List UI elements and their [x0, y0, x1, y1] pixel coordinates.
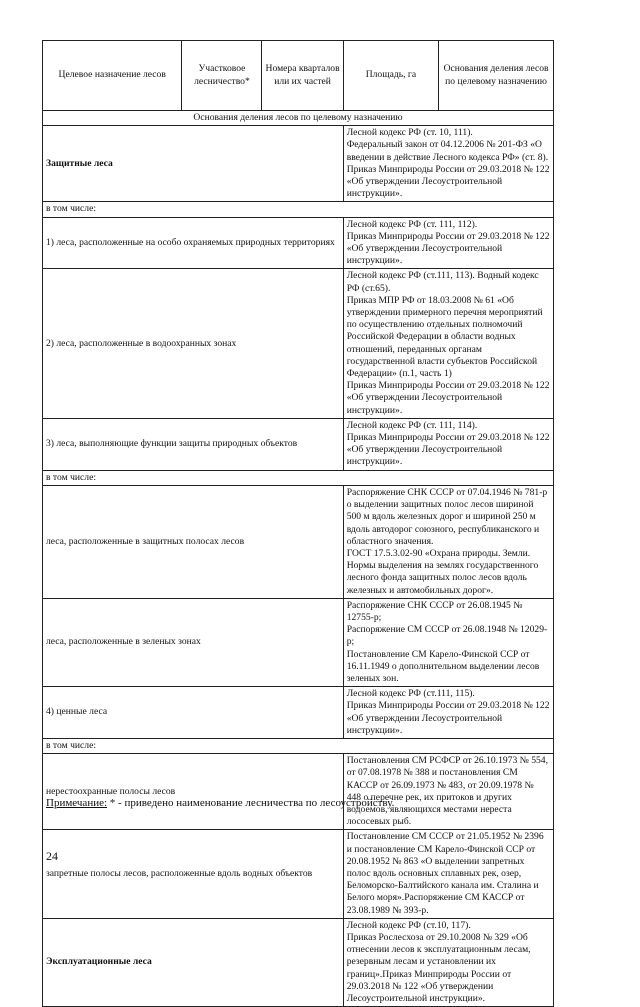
subheading-row	[43, 202, 554, 217]
table-row	[43, 126, 554, 202]
subheading-row	[43, 470, 554, 485]
table-row	[43, 754, 554, 830]
basis-cell: Лесной кодекс РФ (ст.111, 113). Водный кодекс РФ (ст.65). Приказ МПР РФ от 18.03.2008 № 61 «Об утверждении примерного перечня мероприятий по осуществлению отдельных полномочий Российской Федерации в области водных отношений, переданных органам государственной власти субъектов Российской Федерации» (п.1, часть 1) Приказ Минприроды России от 29.03.2018 № 122 «Об утверждении Лесоустроительной инструкции».	[343, 269, 553, 418]
header-basis: Основания деления лесов по целевому назначению	[439, 41, 554, 111]
purpose-cell: 4) ценные леса	[43, 687, 344, 739]
table-row	[43, 918, 554, 1006]
subheading-cell: в том числе:	[43, 470, 554, 485]
subheading-cell: в том числе:	[43, 738, 554, 753]
basis-cell: Лесной кодекс РФ (ст. 111, 112). Приказ Минприроды России от 29.03.2018 № 122 «Об утверждении Лесоустроительной инструкции».	[343, 217, 553, 269]
purpose-cell: леса, расположенные в зеленых зонах	[43, 598, 344, 686]
basis-cell: Распоряжение СНК СССР от 07.04.1946 № 781-р о выделении защитных полос лесов шириной 500 м вдоль железных дорог и шириной 250 м вдоль автодорог союзного, республиканского и областного значения. ГОСТ 17.5.3.02-90 «Охрана природы. Земли. Нормы выделения на землях государственного лесного фонда защитных полос лесов вдоль железных и автомобильных дорог».	[343, 485, 553, 598]
purpose-cell: 1) леса, расположенные на особо охраняемых природных территориях	[43, 217, 344, 269]
purpose-cell: 2) леса, расположенные в водоохранных зонах	[43, 269, 344, 418]
table-row	[43, 598, 554, 686]
note-text: * - приведено наименование лесничества по лесоустройству.	[107, 797, 395, 809]
purpose-cell: 3) леса, выполняющие функции защиты природных объектов	[43, 418, 344, 470]
basis-cell: Лесной кодекс РФ (ст.10, 117). Приказ Рослесхоза от 29.10.2008 № 329 «Об отнесении лесов к эксплуатационным лесам, резервным лесам и установлении их границ».Приказ Минприроды России от 29.03.2018 № 122 «Об утверждении Лесоустроительной инструкции».	[343, 918, 553, 1006]
table-row	[43, 687, 554, 739]
purpose-cell: леса, расположенные в защитных полосах лесов	[43, 485, 344, 598]
header-purpose: Целевое назначение лесов	[43, 41, 182, 111]
section-title: Основания деления лесов по целевому назначению	[43, 111, 554, 126]
basis-cell: Постановление СМ СССР от 21.05.1952 № 2396 и постановление СМ Карело-Финской ССР от 20.08.1952 № 863 «О выделении запретных полос вдоль основных сплавных рек, озер, Беломорско-Балтийского канала им. Сталина и Белого моря».Распоряжение СМ КАССР от 23.08.1989 № 393-р.	[343, 830, 553, 918]
basis-cell: Распоряжение СНК СССР от 26.08.1945 № 12755-р; Распоряжение СМ СССР от 26.08.1948 № 12029-р; Постановление СМ Карело-Финской ССР от 16.11.1949 о дополнительном выделении лесов зеленых зон.	[343, 598, 553, 686]
table-row	[43, 269, 554, 418]
header-row	[43, 41, 554, 111]
header-area: Площадь, га	[343, 41, 438, 111]
basis-cell: Постановления СМ РСФСР от 26.10.1973 № 554, от 07.08.1978 № 388 и постановления СМ КАССР от 26.09.1973 № 483, от 20.09.1978 № 448 о перечне рек, их притоков и других водоемов, являющихся местами нереста лососевых рыб.	[343, 754, 553, 830]
page-number: 24	[46, 849, 58, 863]
section-title-row	[43, 111, 554, 126]
table-row	[43, 485, 554, 598]
note	[46, 797, 394, 809]
purpose-cell: запретные полосы лесов, расположенные вдоль водных объектов	[43, 830, 344, 918]
basis-cell: Лесной кодекс РФ (ст. 111, 114). Приказ Минприроды России от 29.03.2018 № 122 «Об утверждении Лесоустроительной инструкции».	[343, 418, 553, 470]
subheading-row	[43, 738, 554, 753]
purpose-cell: Эксплуатационные леса	[43, 918, 344, 1006]
basis-cell: Лесной кодекс РФ (ст.111, 115). Приказ Минприроды России от 29.03.2018 № 122 «Об утверждении Лесоустроительной инструкции».	[343, 687, 553, 739]
header-district: Участковое лесничество*	[182, 41, 262, 111]
basis-cell: Лесной кодекс РФ (ст. 10, 111). Федеральный закон от 04.12.2006 № 201-ФЗ «О введении в действие Лесного кодекса РФ» (ст. 8). Приказ Минприроды России от 29.03.2018 № 122 «Об утверждении Лесоустроительной инструкции».	[343, 126, 553, 202]
purpose-cell: Защитные леса	[43, 126, 344, 202]
forest-purpose-table	[42, 40, 554, 1007]
header-quarters: Номера кварталов или их частей	[262, 41, 343, 111]
table-row	[43, 217, 554, 269]
subheading-cell: в том числе:	[43, 202, 554, 217]
table-row	[43, 418, 554, 470]
purpose-cell: нерестоохранные полосы лесов	[43, 754, 344, 830]
note-label: Примечание:	[46, 797, 108, 809]
table-row	[43, 830, 554, 918]
